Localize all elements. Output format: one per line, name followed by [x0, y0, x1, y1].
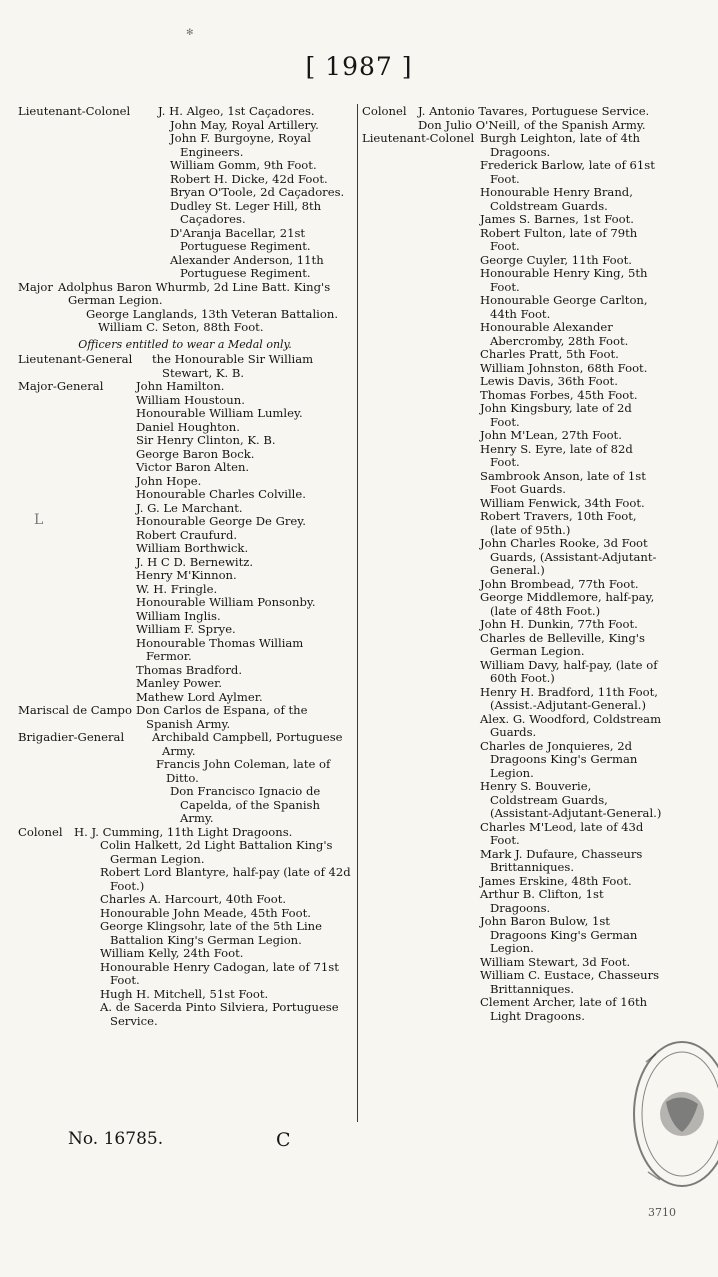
officer-name: Robert Travers, 10th Foot, (late of 95th.)	[480, 509, 637, 537]
margin-mark: ✻	[186, 28, 194, 38]
officer-name: Mathew Lord Aylmer.	[136, 689, 263, 704]
officer-name: George Cuyler, 11th Foot.	[480, 252, 632, 267]
officer-entry	[18, 515, 352, 529]
officer-name: William Davy, half-pay, (late of 60th Foot.)	[480, 657, 658, 685]
officer-name: Honourable Thomas William Fermor.	[136, 635, 304, 663]
officer-entry	[362, 402, 662, 429]
officer-entry	[362, 443, 662, 470]
officer-name: J. G. Le Marchant.	[136, 500, 243, 515]
officer-entry	[362, 186, 662, 213]
officer-entry	[362, 389, 662, 403]
officer-name: Honourable William Lumley.	[136, 406, 303, 420]
officer-name: John Brombead, 77th Foot.	[480, 576, 639, 591]
rank-label: Brigadier-General	[18, 730, 125, 744]
officer-entry	[362, 632, 662, 659]
officer-name: William Borthwick.	[136, 541, 249, 555]
officer-name: John Hope.	[136, 473, 202, 488]
officer-entry	[362, 686, 662, 713]
officer-entry	[18, 394, 352, 408]
officer-entry	[18, 664, 352, 678]
officer-entry	[18, 893, 352, 907]
officer-entry	[18, 186, 352, 200]
officer-name: Honourable William Ponsonby.	[136, 595, 316, 609]
officer-entry	[18, 637, 352, 664]
officer-entry	[362, 267, 662, 294]
officer-entry	[18, 321, 352, 335]
officer-name: J. Antonio Tavares, Portuguese Service.	[418, 104, 650, 118]
officer-entry	[362, 159, 662, 186]
officer-name: Don Carlos de Espana, of the Spanish Army.	[136, 703, 308, 731]
officer-entry	[362, 510, 662, 537]
officer-entry	[18, 448, 352, 462]
officer-name: Archibald Campbell, Portuguese Army.	[152, 730, 343, 758]
officer-name: Honourable George Carlton, 44th Foot.	[480, 293, 648, 321]
officer-entry	[18, 907, 352, 921]
officer-name: Burgh Leighton, late of 4th Dragoons.	[480, 131, 641, 159]
officer-name: James S. Barnes, 1st Foot.	[480, 212, 634, 226]
officer-entry	[18, 119, 352, 133]
officer-name: Hugh H. Mitchell, 51st Foot.	[100, 986, 269, 1001]
officer-name: George Middlemore, half-pay, (late of 48th Foot.)	[480, 590, 655, 618]
officer-entry	[362, 740, 662, 781]
officer-entry	[362, 537, 662, 578]
officer-entry	[18, 461, 352, 475]
officer-name: Robert H. Dicke, 42d Foot.	[170, 171, 328, 186]
officer-name: J. H C D. Bernewitz.	[136, 554, 254, 569]
officer-entry	[362, 956, 662, 970]
officer-name: William Kelly, 24th Foot.	[100, 946, 244, 960]
officer-name: Don Julio O'Neill, of the Spanish Army.	[418, 117, 646, 132]
officer-entry	[362, 497, 662, 511]
officer-entry	[18, 556, 352, 570]
officer-name: Honourable Henry Brand, Coldstream Guards.	[480, 185, 633, 213]
officer-name: William C. Seton, 88th Foot.	[98, 320, 264, 334]
officer-name: Thomas Bradford.	[136, 662, 243, 677]
officer-name: Honourable John Meade, 45th Foot.	[100, 905, 311, 920]
officer-name: George Klingsohr, late of the 5th Line Battalion King's German Legion.	[100, 919, 322, 947]
officer-entry	[18, 691, 352, 705]
officer-entry	[18, 353, 352, 380]
officer-entry	[18, 529, 352, 543]
officer-name: A. de Sacerda Pinto Silviera, Portuguese Service.	[100, 1000, 339, 1028]
officer-entry	[18, 434, 352, 448]
officer-name: Robert Craufurd.	[136, 527, 238, 542]
gazette-number: No. 16785.	[68, 1129, 164, 1149]
officer-name: Thomas Forbes, 45th Foot.	[480, 387, 638, 402]
officer-name: William Gomm, 9th Foot.	[170, 158, 317, 172]
officer-entry	[18, 421, 352, 435]
officer-name: Arthur B. Clifton, 1st Dragoons.	[480, 887, 604, 915]
officer-entry	[18, 308, 352, 322]
officer-entry	[362, 821, 662, 848]
officer-name: W. H. Fringle.	[136, 581, 218, 596]
officer-entry	[18, 839, 352, 866]
officer-entry	[362, 132, 662, 159]
officer-entry	[362, 213, 662, 227]
officer-name: William Houstoun.	[136, 392, 245, 407]
officer-name: William Inglis.	[136, 608, 221, 623]
officer-name: Honourable George De Grey.	[136, 514, 306, 528]
left-column	[18, 105, 352, 1028]
rank-label: Major	[18, 279, 53, 294]
officer-name: D'Aranja Bacellar, 21st Portuguese Regiment.	[170, 225, 311, 253]
officer-name: John Charles Rooke, 3d Foot Guards, (Assistant-Adjutant-General.)	[480, 536, 657, 577]
officer-entry	[362, 888, 662, 915]
officer-name: Robert Lord Blantyre, half-pay (late of 42d Foot.)	[100, 865, 351, 893]
officer-entry	[18, 407, 352, 421]
officer-entry	[362, 915, 662, 956]
officer-name: J. H. Algeo, 1st Caçadores.	[158, 104, 315, 118]
rank-label: Lieutenant-Colonel	[18, 104, 131, 118]
margin-mark: L	[34, 512, 44, 528]
officer-name: Henry S. Eyre, late of 82d Foot.	[480, 441, 633, 469]
officer-name: Mark J. Dufaure, Chasseurs Brittanniques.	[480, 846, 643, 874]
officer-name: Colin Halkett, 2d Light Battalion King's German Legion.	[100, 838, 333, 866]
officer-name: James Erskine, 48th Foot.	[480, 873, 632, 888]
officer-name: William C. Eustace, Chasseurs Brittanniques.	[480, 968, 660, 996]
officer-name: Honourable Alexander Abercromby, 28th Foot.	[480, 320, 629, 348]
officer-entry	[18, 227, 352, 254]
corner-mark: 3710	[648, 1206, 676, 1219]
officer-entry	[18, 866, 352, 893]
page-number: [ 1987 ]	[305, 52, 413, 81]
rank-label: Mariscal de Campo	[18, 703, 132, 717]
officer-entry	[362, 105, 662, 119]
officer-entry	[362, 875, 662, 889]
officer-name: the Honourable Sir William Stewart, K. B.	[152, 352, 314, 380]
officer-entry	[18, 281, 352, 308]
officer-entry	[362, 470, 662, 497]
officer-name: William Fenwick, 34th Foot.	[480, 495, 645, 510]
officer-name: Clement Archer, late of 16th Light Dragoons.	[480, 995, 648, 1023]
officer-name: Honourable Henry King, 5th Foot.	[480, 266, 648, 294]
officer-entry	[362, 119, 662, 133]
officer-name: John May, Royal Artillery.	[170, 117, 319, 132]
officer-entry	[362, 294, 662, 321]
officer-name: John Kingsbury, late of 2d Foot.	[480, 401, 632, 429]
officer-name: Alex. G. Woodford, Coldstream Guards.	[480, 711, 662, 739]
officer-entry	[18, 623, 352, 637]
officer-name: Don Francisco Ignacio de Capelda, of the Spanish Army.	[170, 784, 321, 825]
officer-name: William F. Sprye.	[136, 622, 236, 636]
officer-entry	[18, 1001, 352, 1028]
officer-name: Robert Fulton, late of 79th Foot.	[480, 225, 638, 253]
officer-entry	[362, 659, 662, 686]
officer-entry	[362, 348, 662, 362]
officer-entry	[18, 254, 352, 281]
library-stamp	[626, 1032, 718, 1192]
officer-name: Manley Power.	[136, 676, 223, 690]
officer-name: John Hamilton.	[136, 379, 225, 393]
officer-entry	[18, 583, 352, 597]
officer-name: Adolphus Baron Whurmb, 2d Line Batt. King's German Legion.	[58, 279, 331, 307]
rank-label: Lieutenant-Colonel	[362, 131, 475, 145]
officer-entry	[18, 596, 352, 610]
officer-entry	[362, 321, 662, 348]
officer-entry	[18, 159, 352, 173]
officer-entry	[18, 569, 352, 583]
column-rule	[357, 104, 358, 1122]
officer-entry	[18, 173, 352, 187]
officer-name: Victor Baron Alten.	[136, 460, 250, 474]
officer-entry	[362, 969, 662, 996]
officer-entry	[18, 704, 352, 731]
officer-name: George Baron Bock.	[136, 446, 255, 461]
officer-name: John Baron Bulow, 1st Dragoons King's German Legion.	[480, 914, 638, 955]
officer-name: William Johnston, 68th Foot.	[480, 360, 648, 375]
officer-entry	[18, 731, 352, 758]
officer-entry	[362, 618, 662, 632]
officer-name: Alexander Anderson, 11th Portuguese Regiment.	[170, 252, 324, 280]
officer-entry	[362, 227, 662, 254]
rank-label: Colonel	[18, 824, 63, 839]
officer-name: Daniel Houghton.	[136, 419, 240, 434]
officer-name: H. J. Cumming, 11th Light Dragoons.	[74, 824, 293, 839]
officer-entry	[362, 996, 662, 1023]
officer-name: Honourable Henry Cadogan, late of 71st Foot.	[100, 959, 339, 987]
officer-name: Francis John Coleman, late of Ditto.	[156, 757, 331, 785]
officer-entry	[18, 988, 352, 1002]
officer-entry	[18, 758, 352, 785]
officer-name: Henry S. Bouverie, Coldstream Guards, (Assistant-Adjutant-General.)	[480, 779, 662, 820]
officer-name: Bryan O'Toole, 2d Caçadores.	[170, 185, 345, 199]
officer-name: Frederick Barlow, late of 61st Foot.	[480, 158, 655, 186]
officer-entry	[362, 429, 662, 443]
officer-entry	[362, 780, 662, 821]
rank-label: Major-General	[18, 379, 104, 393]
officer-entry	[18, 380, 352, 394]
rank-label: Lieutenant-General	[18, 352, 133, 366]
officer-name: Sir Henry Clinton, K. B.	[136, 433, 276, 447]
right-column	[362, 105, 662, 1023]
officer-name: Sambrook Anson, late of 1st Foot Guards.	[480, 468, 646, 496]
officer-name: Honourable Charles Colville.	[136, 487, 306, 501]
officer-entry	[18, 475, 352, 489]
officer-entry	[362, 713, 662, 740]
officer-name: Charles Pratt, 5th Foot.	[480, 347, 619, 361]
officer-name: William Stewart, 3d Foot.	[480, 954, 631, 969]
officer-entry	[18, 542, 352, 556]
officer-name: Charles A. Harcourt, 40th Foot.	[100, 892, 287, 906]
officer-name: Henry M'Kinnon.	[136, 568, 237, 582]
officer-entry	[18, 502, 352, 516]
officer-entry	[18, 785, 352, 826]
officer-entry	[18, 677, 352, 691]
officer-name: Henry H. Bradford, 11th Foot, (Assist.-Adjutant-General.)	[480, 684, 658, 712]
officer-entry	[18, 200, 352, 227]
officer-name: Lewis Davis, 36th Foot.	[480, 374, 618, 388]
rank-label: Colonel	[362, 104, 407, 118]
officer-name: John H. Dunkin, 77th Foot.	[480, 617, 638, 631]
officer-entry	[18, 947, 352, 961]
officer-entry	[18, 826, 352, 840]
officer-entry	[362, 591, 662, 618]
officer-entry	[362, 578, 662, 592]
officer-name: John F. Burgoyne, Royal Engineers.	[170, 131, 311, 159]
officer-entry	[362, 375, 662, 389]
officer-name: Charles de Belleville, King's German Legion.	[480, 630, 645, 658]
section-subheading: Officers entitled to wear a Medal only.	[78, 337, 292, 351]
officer-entry	[18, 961, 352, 988]
officer-entry	[18, 488, 352, 502]
officer-entry	[362, 848, 662, 875]
officer-entry	[18, 105, 352, 119]
officer-name: Charles M'Leod, late of 43d Foot.	[480, 819, 644, 847]
officer-name: John M'Lean, 27th Foot.	[480, 428, 622, 442]
officer-entry	[18, 132, 352, 159]
signature-letter: C	[276, 1129, 291, 1151]
officer-entry	[18, 920, 352, 947]
officer-name: Dudley St. Leger Hill, 8th Caçadores.	[170, 198, 322, 226]
officer-name: Charles de Jonquieres, 2d Dragoons King's German Legion.	[480, 738, 638, 780]
officer-name: George Langlands, 13th Veteran Battalion.	[86, 306, 339, 321]
officer-entry	[18, 610, 352, 624]
officer-entry	[362, 362, 662, 376]
officer-entry	[362, 254, 662, 268]
